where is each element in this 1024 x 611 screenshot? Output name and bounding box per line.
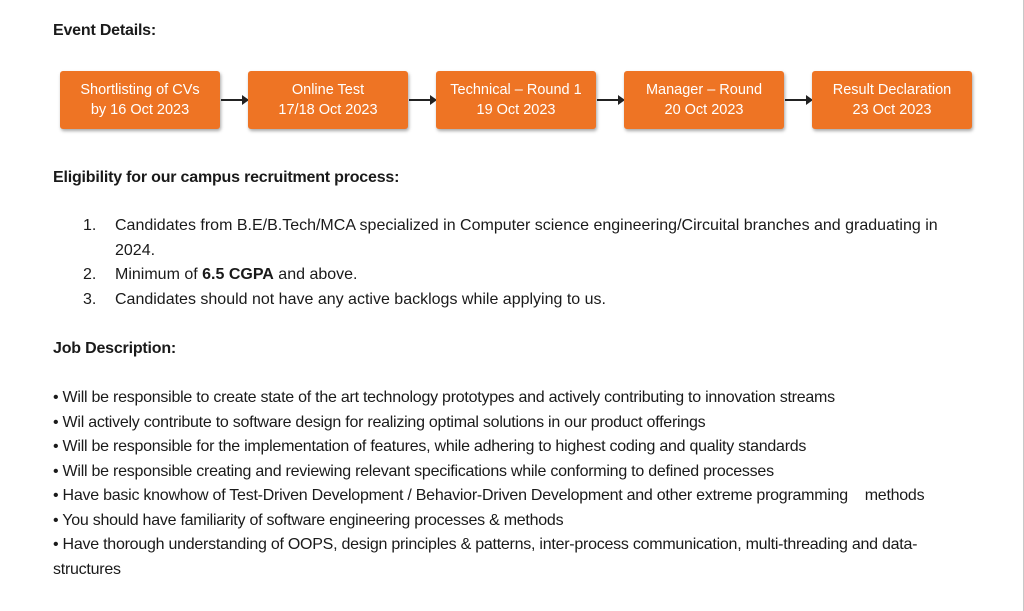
step-shortlisting-label: Shortlisting of CVs (80, 82, 200, 98)
list-item-number: 1. (83, 217, 97, 234)
job-bullet-item: • Have basic knowhow of Test-Driven Development / Behavior-Driven Development and other extreme programming methods (53, 487, 925, 504)
eligibility-heading: Eligibility for our campus recruitment process: (53, 169, 400, 186)
step-technical-round-label: Technical – Round 1 (450, 82, 582, 98)
event-details-heading: Event Details: (53, 22, 157, 39)
job-bullet-item: • Wil actively contribute to software design for realizing optimal solutions in our product offerings (53, 413, 706, 431)
list-item-number: 2. (83, 266, 97, 283)
list-item (83, 214, 943, 263)
job-bullet-item: • Will be responsible creating and reviewing relevant specifications while conforming to defined processes (53, 462, 774, 480)
step-technical-round-date: 19 Oct 2023 (476, 102, 556, 118)
step-online-test-date: 17/18 Oct 2023 (278, 102, 378, 118)
step-manager-round-label: Manager – Round (645, 82, 763, 98)
step-manager-round (624, 71, 784, 129)
list-item-text-pre: Minimum of (115, 266, 203, 283)
list-item-text-post: and above. (273, 266, 358, 283)
event-timeline-flow (60, 71, 972, 131)
step-result-declaration (812, 71, 972, 129)
cgpa-requirement: 6.5 CGPA (202, 266, 274, 283)
job-bullet-item: • Will be responsible for the implementation of features, while adhering to highest coding and quality standards (53, 438, 807, 455)
step-online-test-label: Online Test (291, 82, 365, 98)
eligibility-list (83, 214, 943, 312)
step-online-test (248, 71, 408, 129)
list-item (83, 288, 943, 313)
job-description-list (53, 386, 983, 582)
job-description-heading: Job Description: (53, 340, 177, 357)
step-result-declaration-label: Result Declaration (832, 82, 952, 98)
arrow-right-icon (597, 99, 623, 101)
job-bullet-item: • Will be responsible to create state of the art technology prototypes and actively contributing to innovation streams (53, 389, 835, 406)
job-bullet-item: • Have thorough understanding of OOPS, design principles & patterns, inter-process communication, multi-threading and data-structures (53, 536, 918, 578)
job-bullet-item: • You should have familiarity of software engineering processes & methods (53, 511, 564, 529)
list-item-text: Candidates should not have any active backlogs while applying to us. (115, 290, 606, 308)
list-item-text: Candidates from B.E/B.Tech/MCA specialized in Computer science engineering/Circuital branches and graduating in 2024. (115, 217, 938, 259)
step-shortlisting (60, 71, 220, 129)
step-result-declaration-date: 23 Oct 2023 (852, 102, 932, 118)
step-technical-round (436, 71, 596, 129)
step-shortlisting-date: by 16 Oct 2023 (90, 102, 190, 118)
arrow-right-icon (409, 99, 435, 101)
list-item (83, 263, 943, 288)
step-manager-round-date: 20 Oct 2023 (664, 102, 744, 118)
list-item-number: 3. (83, 290, 97, 308)
arrow-right-icon (785, 99, 811, 101)
arrow-right-icon (221, 99, 247, 101)
